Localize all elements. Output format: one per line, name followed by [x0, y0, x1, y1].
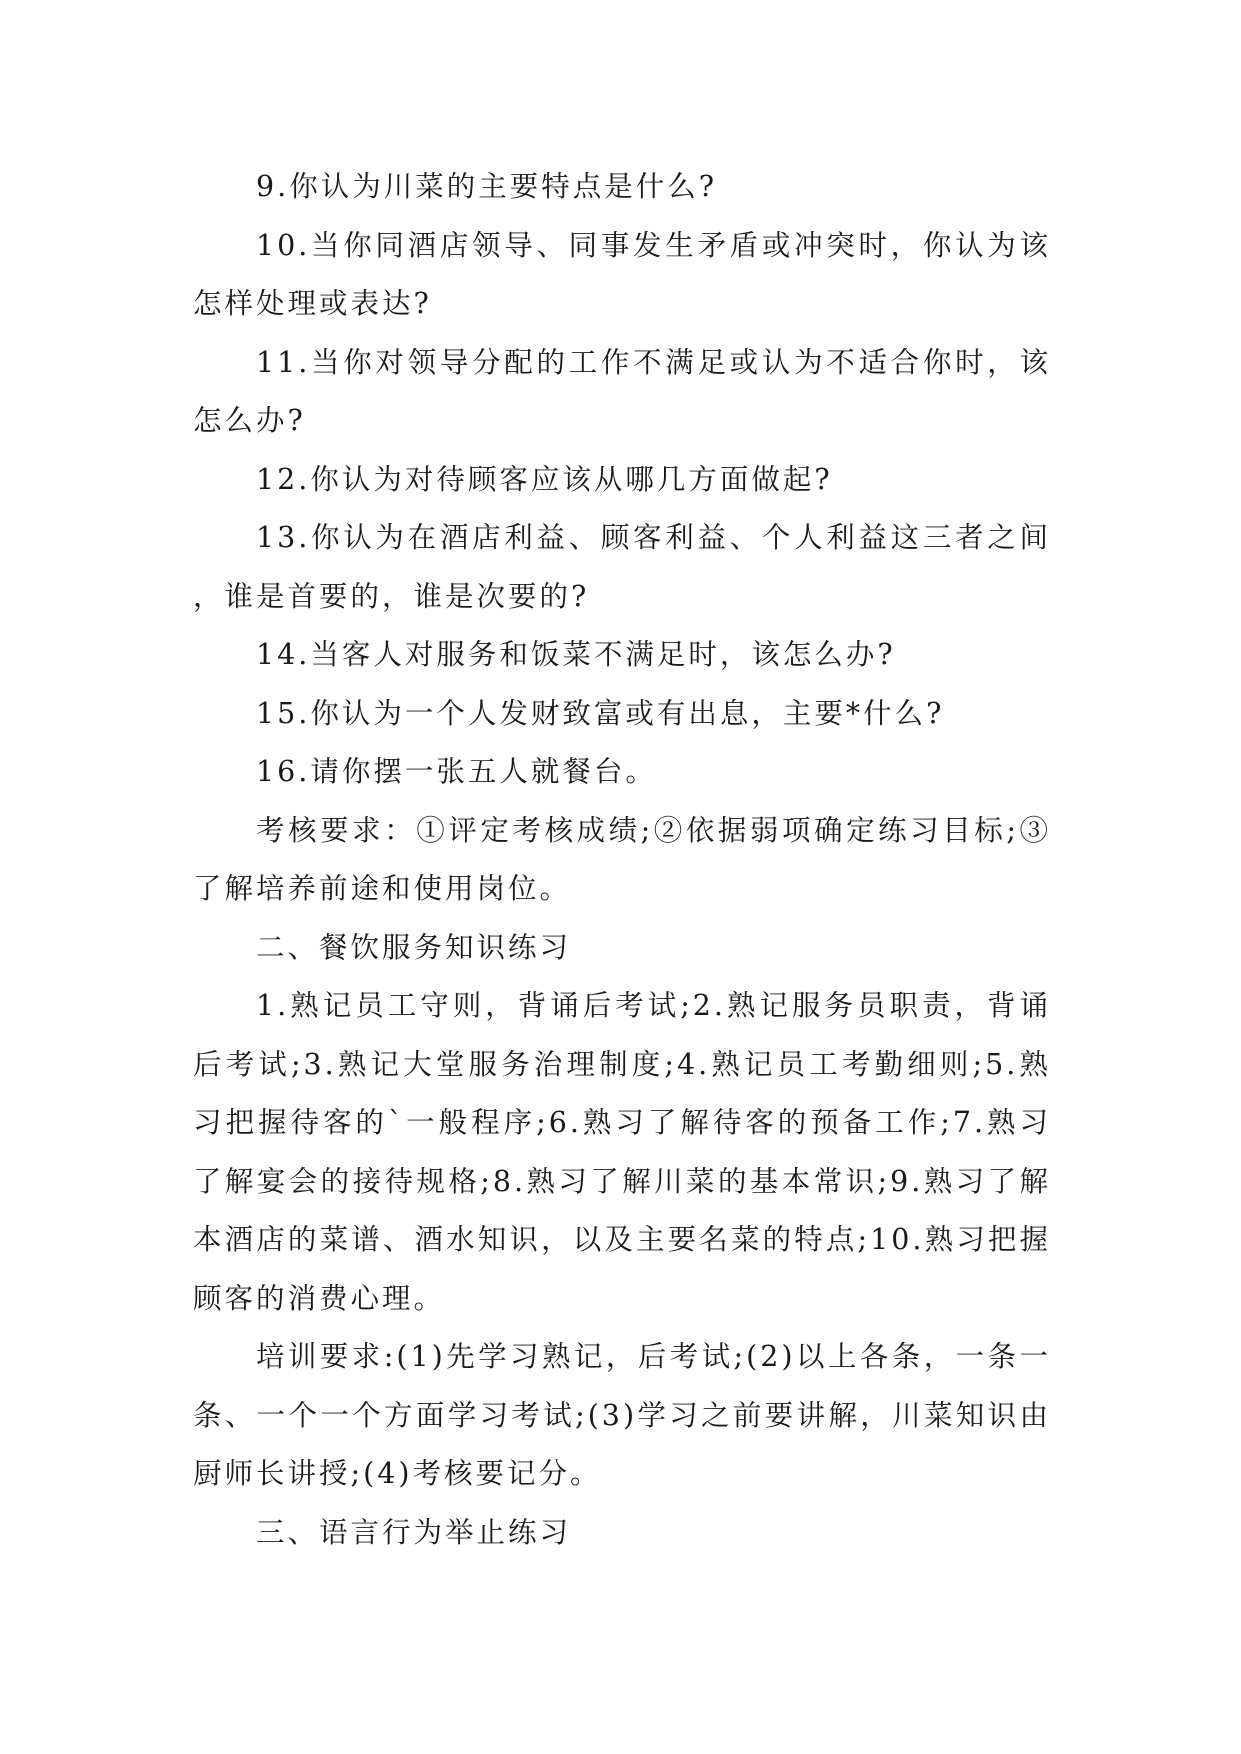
- question-13: 13.你认为在酒店利益、顾客利益、个人利益这三者之间，谁是首要的，谁是次要的?: [193, 521, 1051, 613]
- question-12: 12.你认为对待顾客应该从哪几方面做起?: [256, 462, 833, 496]
- question-14: 14.当客人对服务和饭菜不满足时，该怎么办?: [256, 638, 896, 671]
- section-heading-2: 二、餐饮服务知识练习: [256, 930, 572, 964]
- knowledge-items: 1.熟记员工守则，背诵后考试;2.熟记服务员职责，背诵后考试;3.熟记大堂服务治理制度;4.熟记员工考勤细则;5.熟习把握待客的`一般程序;6.熟习了解待客的预备工作;7.熟习了解宴会的接待规格;8.熟习了解川菜的基本常识;9.熟习了解本酒店的菜谱、酒水知识，以及主要名菜的特点;10.熟习把握顾客的消费心理。: [193, 989, 1051, 1315]
- section-heading-3: 三、语言行为举止练习: [256, 1515, 572, 1549]
- question-11: 11.当你对领导分配的工作不满足或认为不适合你时，该怎么办?: [193, 345, 1051, 437]
- question-10: 10.当你同酒店领导、同事发生矛盾或冲突时，你认为该怎样处理或表达?: [193, 228, 1051, 320]
- training-requirements: 培训要求:(1)先学习熟记，后考试;(2)以上各条，一条一条、一个一个方面学习考试;(3)学习之前要讲解，川菜知识由厨师长讲授;(4)考核要记分。: [193, 1340, 1051, 1490]
- assessment-requirements: 考核要求：①评定考核成绩;②依据弱项确定练习目标;③了解培养前途和使用岗位。: [193, 813, 1051, 905]
- question-15: 15.你认为一个人发财致富或有出息，主要*什么?: [256, 696, 945, 730]
- document-body: [193, 158, 1051, 1562]
- question-16: 16.请你摆一张五人就餐台。: [256, 755, 657, 788]
- question-9: 9.你认为川菜的主要特点是什么?: [256, 170, 717, 203]
